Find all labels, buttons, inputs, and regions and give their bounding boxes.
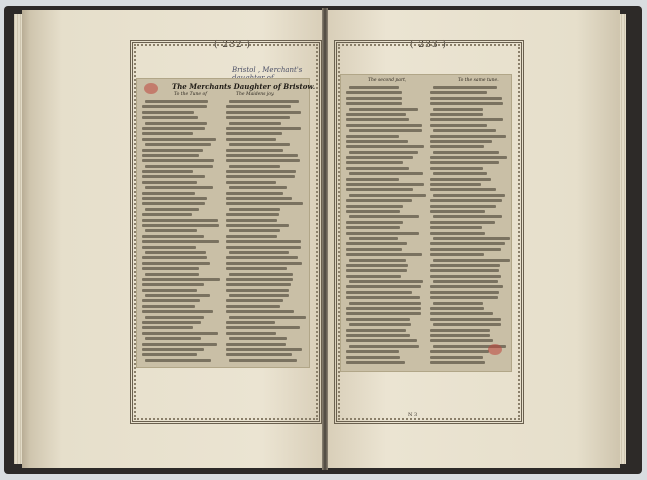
right-text-column-1: [346, 86, 424, 366]
text-line: [142, 256, 207, 259]
text-line: [349, 259, 406, 262]
text-line: [346, 361, 405, 364]
text-line: [346, 285, 421, 288]
text-line: [433, 129, 495, 132]
text-line: [226, 256, 298, 259]
text-line: [142, 299, 200, 302]
text-line: [142, 116, 198, 119]
text-line: [430, 269, 499, 272]
text-line: [346, 188, 413, 191]
text-line: [226, 310, 294, 313]
text-line: [226, 170, 296, 173]
left-text-column-2: [226, 100, 304, 364]
text-line: [430, 339, 493, 342]
text-line: [142, 192, 195, 195]
text-line: [145, 337, 200, 340]
text-line: [430, 248, 501, 251]
text-line: [142, 224, 219, 227]
text-line: [226, 299, 283, 302]
text-line: [229, 229, 280, 232]
text-line: [226, 202, 303, 205]
text-line: [226, 159, 300, 162]
text-line: [142, 348, 204, 351]
text-line: [226, 111, 301, 114]
text-line: [346, 264, 408, 267]
text-line: [346, 296, 420, 299]
text-line: [226, 305, 280, 308]
ballad-title: The Merchants Daughter of Bristow.: [172, 82, 316, 91]
text-line: [142, 240, 219, 243]
text-line: [430, 183, 481, 186]
text-line: [430, 307, 484, 310]
text-line: [349, 345, 419, 348]
text-line: [430, 205, 496, 208]
text-line: [430, 329, 490, 332]
text-line: [229, 359, 297, 362]
left-page: [22, 10, 322, 468]
text-line: [430, 285, 503, 288]
text-line: [145, 143, 211, 146]
text-line: [430, 264, 500, 267]
text-line: [229, 143, 289, 146]
text-line: [226, 224, 289, 227]
text-line: [346, 97, 402, 100]
text-line: [433, 259, 510, 262]
text-line: [346, 226, 400, 229]
text-line: [430, 124, 487, 127]
text-line: [349, 280, 423, 283]
text-line: [145, 294, 210, 297]
text-line: [142, 326, 193, 329]
text-line: [430, 167, 483, 170]
text-line: [226, 246, 301, 249]
text-line: [142, 213, 192, 216]
text-line: [430, 161, 499, 164]
text-line: [142, 149, 203, 152]
tune-name: The Maidens joy.: [236, 92, 275, 97]
text-line: [346, 156, 413, 159]
text-line: [226, 283, 291, 286]
text-line: [430, 253, 484, 256]
text-line: [142, 246, 196, 249]
text-line: [142, 181, 197, 184]
text-line: [145, 251, 206, 254]
text-line: [226, 240, 301, 243]
text-line: [349, 86, 399, 89]
text-line: [142, 175, 205, 178]
text-line: [430, 102, 503, 105]
text-line: [226, 132, 282, 135]
text-line: [142, 132, 193, 135]
text-line: [433, 151, 498, 154]
text-line: [346, 113, 406, 116]
text-line: [346, 205, 403, 208]
text-line: [226, 235, 277, 238]
text-line: [430, 361, 485, 364]
text-line: [229, 165, 280, 168]
text-line: [226, 332, 276, 335]
text-line: [226, 197, 292, 200]
text-line: [226, 278, 293, 281]
text-line: [349, 302, 421, 305]
text-line: [226, 154, 298, 157]
text-line: [226, 138, 276, 141]
text-line: [346, 232, 419, 235]
text-line: [142, 332, 218, 335]
text-line: [349, 151, 418, 154]
text-line: [346, 221, 403, 224]
text-line: [433, 194, 505, 197]
text-line: [349, 129, 422, 132]
text-line: [346, 356, 400, 359]
text-line: [430, 145, 484, 148]
text-line: [346, 178, 399, 181]
text-line: [226, 105, 291, 108]
text-line: [430, 140, 492, 143]
right-folio: ( 233 ): [410, 40, 447, 50]
right-page: [328, 10, 620, 468]
text-line: [430, 232, 485, 235]
text-line: [226, 348, 302, 351]
text-line: [346, 118, 409, 121]
text-line: [430, 334, 490, 337]
text-line: [229, 316, 306, 319]
right-library-stamp: [488, 344, 502, 355]
text-line: [430, 97, 502, 100]
text-line: [145, 229, 197, 232]
text-line: [142, 197, 207, 200]
text-line: [346, 135, 399, 138]
left-text-column-1: [142, 100, 220, 364]
text-line: [430, 226, 482, 229]
text-line: [346, 210, 400, 213]
text-line: [433, 215, 502, 218]
text-line: [145, 165, 213, 168]
text-line: [430, 312, 493, 315]
text-line: [346, 275, 401, 278]
text-line: [142, 278, 220, 281]
text-line: [142, 310, 213, 313]
text-line: [346, 350, 399, 353]
text-line: [226, 149, 283, 152]
text-line: [430, 91, 487, 94]
text-line: [226, 175, 295, 178]
text-line: [430, 156, 507, 159]
text-line: [226, 321, 275, 324]
text-line: [226, 181, 276, 184]
text-line: [346, 102, 402, 105]
text-line: [142, 305, 195, 308]
text-line: [142, 343, 217, 346]
text-line: [430, 188, 496, 191]
text-line: [349, 172, 423, 175]
text-line: [433, 108, 483, 111]
text-line: [346, 312, 421, 315]
text-line: [226, 267, 287, 270]
text-line: [433, 172, 487, 175]
text-line: [142, 289, 197, 292]
text-line: [346, 307, 421, 310]
text-line: [430, 275, 501, 278]
text-line: [229, 122, 281, 125]
library-stamp: [144, 83, 158, 94]
text-line: [229, 251, 289, 254]
text-line: [346, 183, 424, 186]
text-line: [346, 318, 410, 321]
text-line: [430, 221, 495, 224]
text-line: [142, 170, 193, 173]
text-line: [142, 321, 201, 324]
text-line: [229, 186, 287, 189]
text-line: [430, 118, 503, 121]
text-line: [142, 283, 204, 286]
text-line: [142, 219, 218, 222]
text-line: [226, 353, 292, 356]
text-line: [142, 267, 199, 270]
right-ballad-sheet: [340, 74, 512, 372]
text-line: [349, 108, 418, 111]
right-text-column-2: [430, 86, 508, 366]
text-line: [226, 289, 289, 292]
text-line: [346, 161, 403, 164]
left-folio: ( 232 ): [214, 40, 251, 50]
text-line: [229, 273, 292, 276]
tune-label: To the Tune of: [174, 92, 207, 97]
text-line: [349, 323, 411, 326]
text-line: [145, 122, 206, 125]
text-line: [430, 350, 489, 353]
text-line: [145, 208, 199, 211]
text-line: [433, 323, 501, 326]
text-line: [226, 127, 301, 130]
text-line: [349, 194, 426, 197]
text-line: [142, 262, 210, 265]
text-line: [145, 273, 198, 276]
text-line: [346, 167, 409, 170]
text-line: [226, 213, 279, 216]
text-line: [430, 356, 483, 359]
text-line: [346, 199, 412, 202]
text-line: [145, 186, 213, 189]
text-line: [430, 318, 501, 321]
text-line: [430, 291, 499, 294]
text-line: [430, 199, 502, 202]
text-line: [346, 140, 408, 143]
text-line: [346, 145, 424, 148]
text-line: [229, 100, 299, 103]
text-line: [433, 280, 498, 283]
text-line: [346, 248, 402, 251]
text-line: [433, 237, 510, 240]
text-line: [229, 337, 287, 340]
text-line: [226, 116, 290, 119]
text-line: [349, 237, 398, 240]
text-line: [346, 91, 402, 94]
text-line: [346, 334, 410, 337]
text-line: [346, 253, 422, 256]
text-line: [346, 339, 417, 342]
text-line: [430, 113, 483, 116]
text-line: [142, 235, 204, 238]
text-line: [226, 343, 286, 346]
text-line: [226, 262, 302, 265]
text-line: [433, 302, 483, 305]
left-ballad-sheet: [136, 78, 316, 368]
text-line: [346, 124, 422, 127]
signature-mark: N 3: [408, 412, 418, 418]
text-line: [346, 269, 407, 272]
text-line: [430, 135, 506, 138]
text-line: [145, 359, 211, 362]
text-line: [229, 208, 280, 211]
text-line: [142, 127, 205, 130]
text-line: [430, 242, 505, 245]
text-line: [346, 242, 407, 245]
text-line: [430, 178, 491, 181]
text-line: [430, 296, 498, 299]
text-line: [145, 100, 208, 103]
text-line: [142, 154, 199, 157]
second-part-tune: To the same tune.: [458, 78, 499, 83]
text-line: [145, 316, 204, 319]
text-line: [142, 202, 205, 205]
text-line: [433, 86, 497, 89]
text-line: [430, 210, 485, 213]
text-line: [229, 294, 289, 297]
text-line: [142, 111, 194, 114]
text-line: [142, 105, 207, 108]
text-line: [349, 215, 419, 218]
text-line: [226, 326, 300, 329]
second-part-label: The second part,: [368, 78, 407, 83]
text-line: [226, 219, 277, 222]
text-line: [346, 291, 412, 294]
text-line: [226, 192, 283, 195]
text-line: [142, 353, 197, 356]
left-handwritten-note: Bristol , Merchant's: [232, 66, 303, 74]
text-line: [142, 138, 216, 141]
text-line: [142, 159, 214, 162]
text-line: [346, 329, 406, 332]
